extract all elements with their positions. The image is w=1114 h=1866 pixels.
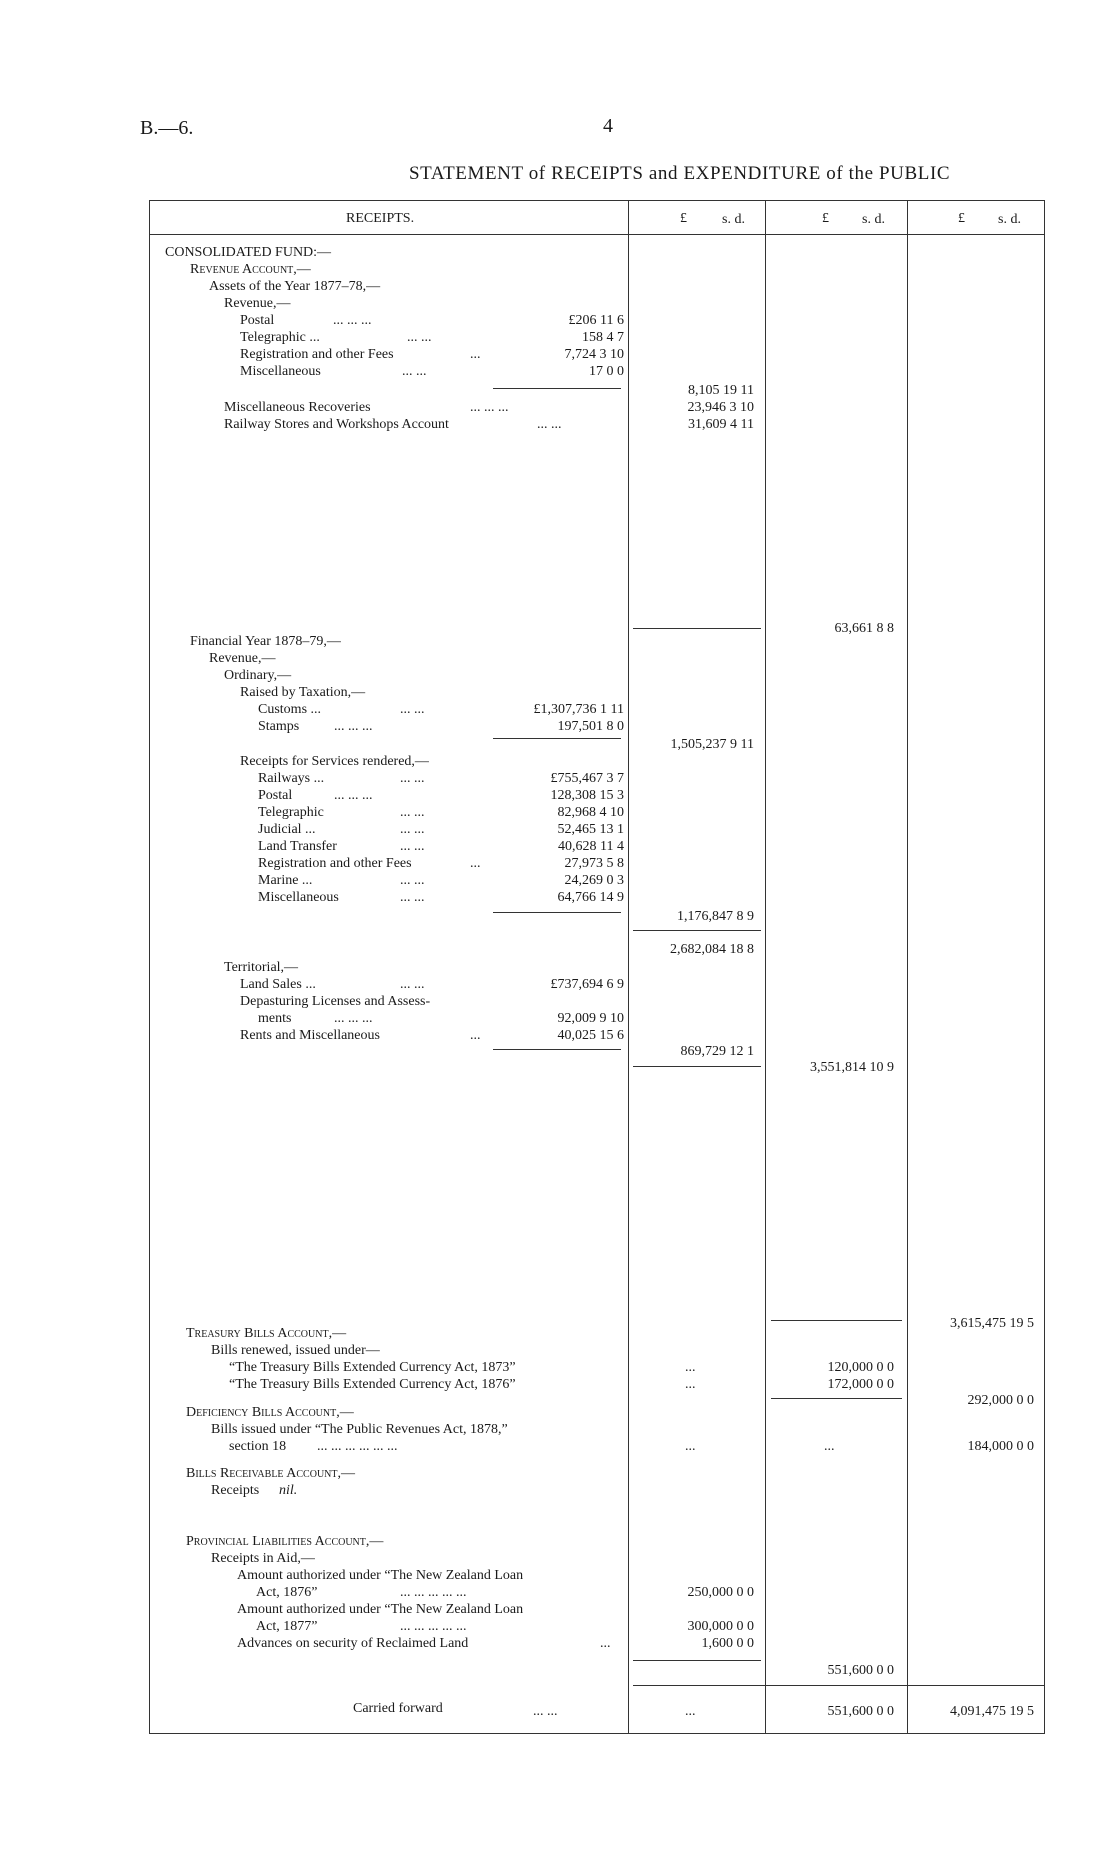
taxation-total: 1,505,237 9 11 [670, 737, 754, 752]
col3-pound-heading: £ [958, 211, 965, 226]
page-number: 4 [603, 115, 613, 137]
consolidated-fund-label: CONSOLIDATED FUND:— [165, 245, 332, 260]
provincial-liabilities-account-label: Provincial Liabilities Account,— [186, 1534, 384, 1549]
treasury-1876-amount: 172,000 0 0 [827, 1377, 894, 1392]
list-item-label: Telegraphic [258, 805, 324, 820]
list-item-amount: £755,467 3 7 [550, 771, 624, 786]
list-item-amount: £206 11 6 [568, 313, 624, 328]
page-title: STATEMENT of RECEIPTS and EXPENDITURE of the PUBLIC [409, 163, 951, 184]
list-item-amount: 17 0 0 [589, 364, 624, 379]
treasury-rule [771, 1398, 902, 1399]
assets-total: 63,661 8 8 [834, 621, 894, 636]
carried-forward-rule [633, 1685, 1044, 1686]
deficiency-line-2: section 18 [229, 1439, 287, 1454]
col1-sd-heading: s. d. [722, 212, 745, 227]
deficiency-total: 184,000 0 0 [967, 1439, 1034, 1454]
territorial-label: Territorial,— [224, 960, 299, 975]
leader-dots: ... ... ... [334, 1011, 373, 1026]
list-item-label: Railways ... [258, 771, 325, 786]
leader-dots: ... ... [407, 330, 432, 345]
treasury-act-1876: “The Treasury Bills Extended Currency Act, 1876” [229, 1377, 516, 1392]
treasury-1873-amount: 120,000 0 0 [827, 1360, 894, 1375]
treasury-total: 292,000 0 0 [967, 1393, 1034, 1408]
assets-revenue-subtotal: 8,105 19 11 [688, 383, 754, 398]
list-item-amount: 82,968 4 10 [557, 805, 624, 820]
page-code: B.—6. [140, 117, 194, 139]
carried-forward-label: Carried forward [353, 1701, 443, 1716]
heading-rule [149, 234, 1044, 235]
ordinary-rule [633, 930, 761, 931]
bills-receivable-nil: nil. [279, 1483, 298, 1498]
list-item-label: ments [258, 1011, 292, 1026]
assets-year-label: Assets of the Year 1877–78,— [209, 279, 381, 294]
misc-recoveries-amount: 23,946 3 10 [687, 400, 754, 415]
misc-recoveries-label: Miscellaneous Recoveries [224, 400, 371, 415]
bills-receivable-receipts: Receipts [211, 1483, 260, 1498]
leader-dots: ... ... ... [334, 788, 373, 803]
ordinary-label: Ordinary,— [224, 668, 292, 683]
leader-dots: ... ... ... [334, 719, 373, 734]
leader-dots: ... ... ... ... ... [400, 1619, 467, 1634]
list-item-amount: 128,308 15 3 [550, 788, 624, 803]
leader-dots: ... ... ... [333, 313, 372, 328]
railway-stores-amount: 31,609 4 11 [688, 417, 754, 432]
list-item-amount: 40,628 11 4 [558, 839, 624, 854]
loan-1877-amount: 300,000 0 0 [687, 1619, 754, 1634]
column-rule-1 [628, 200, 629, 1733]
list-item-amount: 40,025 15 6 [557, 1028, 624, 1043]
list-item-amount: 158 4 7 [582, 330, 624, 345]
column-rule-2 [765, 200, 766, 1733]
leader-dots: ... ... [533, 1704, 558, 1719]
leader-dots: ... ... [400, 977, 425, 992]
column-rule-3 [907, 200, 908, 1733]
list-item-amount: 52,465 13 1 [557, 822, 624, 837]
provincial-rule [633, 1660, 761, 1661]
list-item-label: Miscellaneous [240, 364, 321, 379]
fy-revenue-total: 3,551,814 10 9 [810, 1060, 894, 1075]
list-item-amount: 27,973 5 8 [564, 856, 624, 871]
loan-1877-line-b: Act, 1877” [256, 1619, 318, 1634]
loan-1876-line-a: Amount authorized under “The New Zealand Loan [237, 1568, 524, 1583]
loan-1876-line-b: Act, 1876” [256, 1585, 318, 1600]
col2-pound-heading: £ [822, 211, 829, 226]
revenue-rule [633, 1066, 761, 1067]
carried-forward-col1: ... [685, 1704, 696, 1719]
subtotal-rule [493, 388, 621, 389]
fund-total-rule [771, 1320, 902, 1321]
leader-dots: ... ... ... ... ... ... [317, 1439, 398, 1454]
receipts-in-aid-label: Receipts in Aid,— [211, 1551, 315, 1566]
advances-amount: 1,600 0 0 [701, 1636, 754, 1651]
list-item-amount: 92,009 9 10 [557, 1011, 624, 1026]
leader-dots: ... ... [400, 839, 425, 854]
carried-forward-col3: 4,091,475 19 5 [950, 1704, 1034, 1719]
list-item-label: Customs ... [258, 702, 322, 717]
ordinary-total: 2,682,084 18 8 [670, 942, 754, 957]
advances-label: Advances on security of Reclaimed Land [237, 1636, 469, 1651]
treasury-bills-account-label: Treasury Bills Account,— [186, 1326, 347, 1341]
revenue-label: Revenue,— [224, 296, 291, 311]
col2-sd-heading: s. d. [862, 212, 885, 227]
railway-stores-label: Railway Stores and Workshops Account [224, 417, 449, 432]
list-item-label: Miscellaneous [258, 890, 339, 905]
territorial-rule [493, 1049, 621, 1050]
leader-dots: ... ... [400, 805, 425, 820]
financial-year-label: Financial Year 1878–79,— [190, 634, 341, 649]
list-item-amount: 197,501 8 0 [557, 719, 624, 734]
territorial-total: 869,729 12 1 [680, 1044, 754, 1059]
list-item-amount: 7,724 3 10 [564, 347, 624, 362]
services-rule [493, 912, 621, 913]
list-item-amount: £737,694 6 9 [550, 977, 624, 992]
treasury-renewed-label: Bills renewed, issued under— [211, 1343, 380, 1358]
list-item-label: Stamps [258, 719, 300, 734]
leader-dots: ... ... ... ... ... [400, 1585, 467, 1600]
list-item-amount: 64,766 14 9 [557, 890, 624, 905]
receipts-heading: RECEIPTS. [346, 211, 415, 226]
services-total: 1,176,847 8 9 [677, 909, 754, 924]
leader-dots: ... [470, 856, 481, 871]
provincial-total: 551,600 0 0 [827, 1663, 894, 1678]
list-item-label: Judicial ... [258, 822, 316, 837]
leader-dots: ... ... [537, 417, 562, 432]
treasury-1876-col1: ... [685, 1377, 696, 1392]
leader-dots: ... ... [400, 702, 425, 717]
leader-dots: ... ... ... [470, 400, 509, 415]
deficiency-col2: ... [824, 1439, 835, 1454]
loan-1876-amount: 250,000 0 0 [687, 1585, 754, 1600]
treasury-act-1873: “The Treasury Bills Extended Currency Act, 1873” [229, 1360, 516, 1375]
list-item-label: Rents and Miscellaneous [240, 1028, 380, 1043]
taxation-label: Raised by Taxation,— [240, 685, 366, 700]
list-item-label: Registration and other Fees [240, 347, 394, 362]
leader-dots: ... ... [402, 364, 427, 379]
list-item-label: Depasturing Licenses and Assess- [240, 994, 431, 1009]
assets-total-rule [633, 628, 761, 629]
leader-dots: ... ... [400, 771, 425, 786]
leader-dots: ... [470, 1028, 481, 1043]
leader-dots: ... [600, 1636, 611, 1651]
consolidated-fund-total: 3,615,475 19 5 [950, 1316, 1034, 1331]
list-item-label: Land Transfer [258, 839, 337, 854]
list-item-label: Marine ... [258, 873, 313, 888]
deficiency-bills-account-label: Deficiency Bills Account,— [186, 1405, 354, 1420]
list-item-label: Registration and other Fees [258, 856, 412, 871]
col1-pound-heading: £ [680, 211, 687, 226]
leader-dots: ... ... [400, 873, 425, 888]
list-item-amount: 24,269 0 3 [564, 873, 624, 888]
services-label: Receipts for Services rendered,— [240, 754, 429, 769]
list-item-label: Land Sales ... [240, 977, 316, 992]
leader-dots: ... ... [400, 890, 425, 905]
carried-forward-col2: 551,600 0 0 [827, 1704, 894, 1719]
leader-dots: ... [470, 347, 481, 362]
col3-sd-heading: s. d. [998, 212, 1021, 227]
taxation-rule [493, 738, 621, 739]
deficiency-line-1: Bills issued under “The Public Revenues Act, 1878,” [211, 1422, 508, 1437]
fy-revenue-label: Revenue,— [209, 651, 276, 666]
list-item-amount: £1,307,736 1 11 [533, 702, 624, 717]
leader-dots: ... ... [400, 822, 425, 837]
list-item-label: Telegraphic ... [240, 330, 320, 345]
loan-1877-line-a: Amount authorized under “The New Zealand Loan [237, 1602, 524, 1617]
deficiency-col1: ... [685, 1439, 696, 1454]
list-item-label: Postal [240, 313, 275, 328]
revenue-account-label: Revenue Account,— [190, 262, 311, 277]
bills-receivable-account-label: Bills Receivable Account,— [186, 1466, 355, 1481]
treasury-1873-col1: ... [685, 1360, 696, 1375]
list-item-label: Postal [258, 788, 293, 803]
